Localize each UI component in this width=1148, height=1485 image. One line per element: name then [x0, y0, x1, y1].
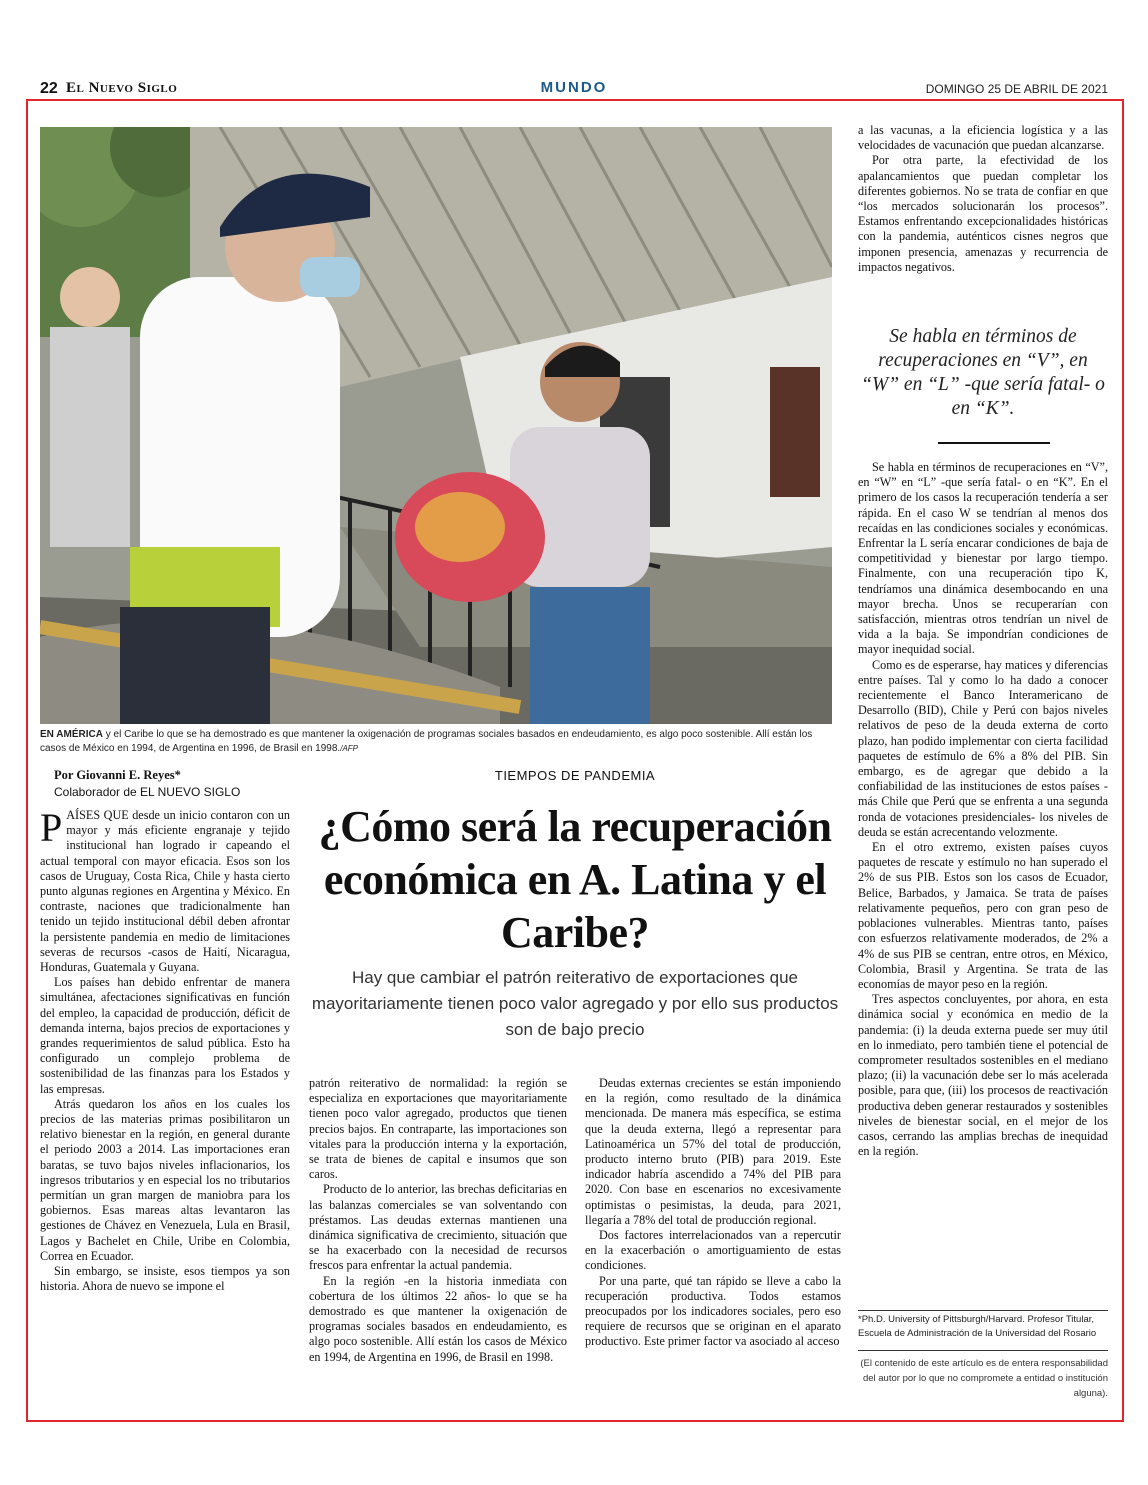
- dropcap: P: [40, 805, 63, 850]
- byline: [54, 767, 240, 801]
- paragraph: Se habla en términos de recuperaciones en “V”, en “W” en “L” -que sería fatal- o en “K”. En el primero de los casos la recuperación tendería a ser rápida. En el caso W se tendrían al menos dos recaídas en las condiciones sociales y económicas. Enfrentar la L sería encarar condiciones de baja de competitividad y bienestar por largo tiempo. Finalmente, con una recuperación tipo K, tendríamos una dinámica desembocando en una mayor brecha. Unos se recuperarían con satisfacción, mientras otros tendrían un nivel de vida a la baja. Se impondrían condiciones de mayor inequidad social.: [858, 460, 1108, 657]
- caption-credit: /AFP: [340, 744, 358, 753]
- paragraph: En el otro extremo, existen países cuyos paquetes de rescate y estímulo no han superado el 2% de sus PIB. Estos son los casos de Ecuador, Belice, Barbados, y Jamaica. Se trata de países relativamente pequeños, pero con gran peso de poblaciones vulnerables. Mientras tanto, países con esfuerzos relativamente moderados, de 2% a 4% de sus PIB se centran, entre otros, en México, Colombia, Brasil y Argentina. Se trata de las economías de mayor peso en la región.: [858, 840, 1108, 991]
- paragraph: Como es de esperarse, hay matices y diferencias entre países. Tal y como lo ha dado a conocer recientemente el Banco Interamericano de Desarrollo (BID), Chile y Perú con bajos niveles relativos de peso de la deuda externa de corto plazo, han podido implementar con cierta facilidad paquetes de estímulo de 6% a 8% del PIB. Sin embargo, es de agregar que debido a la confiabilidad de las instituciones de estos países -más Chile que Perú que se enfrenta a una segunda ronda de votaciones presidenciales- los niveles de deuda se están acrecentando velozmente.: [858, 657, 1108, 839]
- column-1: [40, 805, 290, 1295]
- paragraph: patrón reiterativo de normalidad: la región se especializa en exportaciones que mayoritariamente tienen poco valor agregado, productos que tienen precios bajos. En contraparte, las importaciones son vitales para la producción interna y la exportación, se trata de bienes de capital e insumos que son caros.: [309, 1076, 567, 1182]
- page-header: [40, 80, 1108, 100]
- paragraph: a las vacunas, a la eficiencia logística y a las velocidades de vacunación que puedan alcanzarse.: [858, 123, 1108, 153]
- paragraph: Por otra parte, la efectividad de los apalancamientos que puedan completar los diferentes gobiernos. No se trata de confiar en que “los mercados solucionarán los procesos”. Estamos enfrentando excepcionalidades históricas con la pandemia, auténticos cisnes negros que imponen presencia, amenazas y recurrencia de impactos negativos.: [858, 153, 1108, 274]
- column-3: [585, 1076, 841, 1350]
- column-2: [309, 1076, 567, 1365]
- section-name: MUNDO: [540, 79, 608, 96]
- photo-caption: [40, 728, 832, 756]
- paragraph: Deudas externas crecientes se están imponiendo en la región, como resultado de la dinámica mencionada. De manera más específica, se estima que la deuda externa, llegó a representar para Latinoamérica un 57% del total de producción, producto interno bruto (PIB) para 2019. Este indicador habría ascendido a 74% del PIB para 2020. Con base en escenarios no excesivamente optimistas o pesimistas, la deuda, para 2021, llegaría a 78% del total de producción regional.: [585, 1076, 841, 1227]
- paragraph: Tres aspectos concluyentes, por ahora, en esta dinámica social y económica en medio de la pandemia: (i) la deuda externa puede ser muy útil en lo inmediato, pero también tiene el potencial de comprometer resultados sostenibles en el mediano plazo; (ii) la vacunación debe ser lo más acelerada posible, para que, (iii) los procesos de reactivación productiva deben generar restaurados y sostenibles niveles de bienestar social, en el mejor de los casos, cerrando las amplias brechas de inequidad en la región.: [858, 992, 1108, 1159]
- column-4-bottom: [858, 460, 1108, 1159]
- lead-caps: AÍSES QUE: [66, 808, 129, 822]
- paragraph: Atrás quedaron los años en los cuales los precios de las materias primas posibilitaron un relativo bienestar en la región, en general durante el periodo 2003 a 2014. Las importaciones eran baratas, se tuvo bajos niveles inflacionarios, los ingresos tributarios y en especial los no tributarios permitían un gran margen de maniobra para los gobiernos. Esas mareas altas levantaron las gestiones de Chávez en Venezuela, Lula en Brasil, Lagos y Bachelet en Chile, Uribe en Colombia, Correa en Ecuador.: [40, 1096, 290, 1263]
- disclaimer: (El contenido de este artículo es de entera responsabilidad del autor por lo que no compromete a entidad o institución alguna).: [860, 1358, 1108, 1399]
- caption-text: y el Caribe lo que se ha demostrado es que mantener la oxigenación de programas sociales basados en endeudamiento, es algo poco sostenible. Allí están los casos de México en 1994, de Argentina en 1996, de Brasil en 1998.: [40, 729, 813, 754]
- caption-lead: EN AMÉRICA: [40, 729, 103, 740]
- pull-quote-rule: [938, 442, 1050, 444]
- author-role: Colaborador de EL NUEVO SIGLO: [54, 785, 241, 799]
- pull-quote: Se habla en términos de recuperaciones en “V”, en “W” en “L” -que sería fatal- o en “K”.: [861, 326, 1105, 419]
- issue-date: DOMINGO 25 DE ABRIL DE 2021: [925, 82, 1108, 96]
- column-4-top: [858, 123, 1108, 275]
- paragraph: Los países han debido enfrentar de manera simultánea, afectaciones significativas en función del empleo, la capacidad de producción, déficit de demanda interna, bajos precios de exportaciones y grandes requerimientos de salud pública. Esto ha configurado un complejo problema de sostenibilidad de las finanzas para los Estados y las empresas.: [40, 975, 290, 1096]
- headline: ¿Cómo será la recuperación económica en A. Latina y el Caribe?: [318, 802, 832, 957]
- paragraph-text: desde un inicio contaron con un mayor y más eficiente engranaje y tejido institucional han logrado ir capeando el actual temporal con mayor eficacia. Esos son los casos de Uruguay, Costa Rica, Chile y hasta cierto punto algunas regiones en Argentina y México. En contraste, naciones que tradicionalmente han tenido un tejido institucional débil deben afrontar la persistente pandemia en medio de limitaciones severas de recursos -casos de Haití, Nicaragua, Honduras, Guatemala y Guyana.: [40, 808, 290, 975]
- subheadline: Hay que cambiar el patrón reiterativo de exportaciones que mayoritariamente tienen poco valor agregado y por ello sus productos son de bajo precio: [311, 968, 839, 1039]
- paragraph: [40, 805, 290, 975]
- photo-illustration: [40, 127, 832, 724]
- paragraph: En la región -en la historia inmediata con cobertura de los últimos 22 años- lo que se ha demostrado es que mantener la oxigenación de programas sociales basados en endeudamiento, es algo poco sostenible. Allí están los casos de México en 1994, de Argentina en 1996, de Brasil en 1998.: [309, 1273, 567, 1364]
- paragraph: Dos factores interrelacionados van a repercutir en la exacerbación o amortiguamiento de estas condiciones.: [585, 1228, 841, 1273]
- author-note: *Ph.D. University of Pittsburgh/Harvard. Profesor Titular, Escuela de Administración de la Universidad del Rosario: [858, 1310, 1108, 1341]
- kicker: TIEMPOS DE PANDEMIA: [494, 768, 656, 783]
- note-rule: [858, 1350, 1108, 1351]
- author-name: Por Giovanni E. Reyes*: [54, 768, 181, 782]
- page-number: 22: [40, 80, 58, 97]
- paragraph: Sin embargo, se insiste, esos tiempos ya son historia. Ahora de nuevo se impone el: [40, 1264, 290, 1294]
- paragraph: Producto de lo anterior, las brechas deficitarias en las balanzas comerciales se van solventando con préstamos. Las deudas externas mantienen una dinámica significativa de crecimiento, situación que se ha exacerbado con la necesidad de recursos frescos para enfrentar la actual pandemia.: [309, 1182, 567, 1273]
- paragraph: Por una parte, qué tan rápido se lleve a cabo la recuperación productiva. Todos estamos preocupados por los indicadores sociales, pero eso requiere de recursos que se originan en el aparato productivo. Este primer factor va asociado al acceso: [585, 1273, 841, 1349]
- article-photo: [40, 127, 832, 724]
- masthead: El Nuevo Siglo: [66, 80, 178, 96]
